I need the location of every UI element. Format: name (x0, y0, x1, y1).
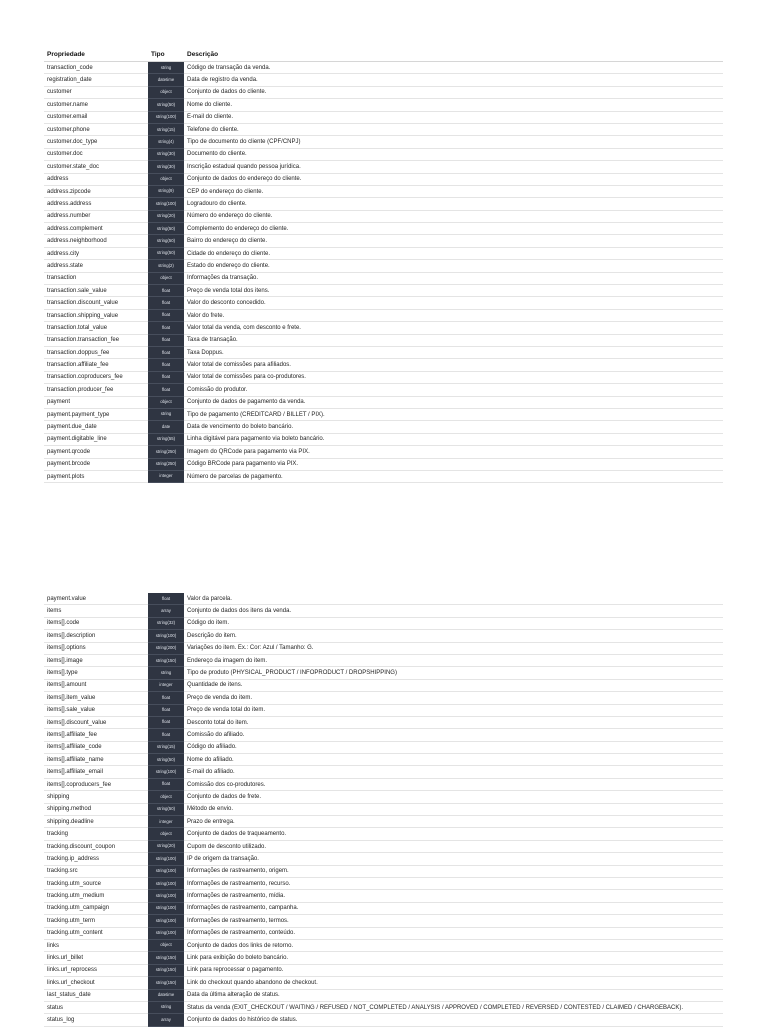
description-cell: Código do afiliado. (184, 741, 723, 753)
property-cell: tracking.discount_coupon (44, 840, 148, 852)
property-cell: items[].code (44, 617, 148, 629)
table-row (44, 148, 723, 160)
type-cell: float (148, 297, 184, 309)
table-header-row (44, 49, 723, 62)
type-cell: string(250) (148, 446, 184, 458)
property-cell: tracking (44, 828, 148, 840)
description-cell: Valor total de comissões para co-produtores. (184, 371, 723, 383)
property-cell: items[].options (44, 642, 148, 654)
description-cell: Valor do frete. (184, 309, 723, 321)
table-row (44, 989, 723, 1001)
description-cell: E-mail do afiliado. (184, 766, 723, 778)
property-cell: items[].amount (44, 679, 148, 691)
description-cell: Conjunto de dados do cliente. (184, 86, 723, 98)
type-cell: string(100) (148, 198, 184, 210)
table-row (44, 902, 723, 914)
table-row (44, 371, 723, 383)
type-cell: string(100) (148, 877, 184, 889)
property-cell: links.url_billet (44, 952, 148, 964)
description-cell: Data de registro da venda. (184, 74, 723, 86)
property-cell: tracking.src (44, 865, 148, 877)
table-row (44, 86, 723, 98)
type-cell: datetime (148, 74, 184, 86)
property-cell: address.neighborhood (44, 235, 148, 247)
description-cell: Código do item. (184, 617, 723, 629)
table-row (44, 297, 723, 309)
type-cell: string(100) (148, 630, 184, 642)
table-row (44, 272, 723, 284)
table-row (44, 593, 723, 605)
table-row (44, 865, 723, 877)
type-cell: integer (148, 679, 184, 691)
type-cell: string (148, 62, 184, 74)
table-row (44, 716, 723, 728)
type-cell: string(150) (148, 964, 184, 976)
type-cell: object (148, 86, 184, 98)
description-cell: Bairro do endereço do cliente. (184, 235, 723, 247)
table-row (44, 704, 723, 716)
description-cell: Inscrição estadual quando pessoa jurídica. (184, 161, 723, 173)
description-cell: Conjunto de dados de traqueamento. (184, 828, 723, 840)
type-cell: string(100) (148, 890, 184, 902)
property-cell: payment (44, 396, 148, 408)
table-row (44, 136, 723, 148)
description-cell: Nome do cliente. (184, 99, 723, 111)
table-row (44, 853, 723, 865)
type-cell: string (148, 1001, 184, 1013)
type-cell: string(250) (148, 458, 184, 470)
description-cell: Método de envio. (184, 803, 723, 815)
property-cell: transaction.affiliate_fee (44, 359, 148, 371)
type-cell: string(100) (148, 766, 184, 778)
table-row (44, 729, 723, 741)
table-row (44, 396, 723, 408)
property-cell: transaction.doppus_fee (44, 346, 148, 358)
property-cell: customer.email (44, 111, 148, 123)
property-cell: shipping.deadline (44, 816, 148, 828)
type-cell: string(9) (148, 185, 184, 197)
table-row (44, 939, 723, 951)
type-cell: float (148, 729, 184, 741)
description-cell: Informações de rastreamento, recurso. (184, 877, 723, 889)
table-row (44, 334, 723, 346)
description-cell: Informações da transação. (184, 272, 723, 284)
description-cell: Informações de rastreamento, mídia. (184, 890, 723, 902)
property-cell: address.zipcode (44, 185, 148, 197)
table-row (44, 791, 723, 803)
property-cell: links.url_reprocess (44, 964, 148, 976)
description-cell: Conjunto de dados dos links de retorno. (184, 939, 723, 951)
type-cell: object (148, 396, 184, 408)
property-cell: address.city (44, 247, 148, 259)
description-cell: Desconto total do item. (184, 716, 723, 728)
table-row (44, 877, 723, 889)
table-row (44, 741, 723, 753)
table-row (44, 185, 723, 197)
table-row (44, 210, 723, 222)
description-cell: Comissão dos co-produtores. (184, 778, 723, 790)
description-cell: Informações de rastreamento, origem. (184, 865, 723, 877)
type-cell: array (148, 605, 184, 617)
description-cell: Cidade do endereço do cliente. (184, 247, 723, 259)
description-cell: Link do checkout quando abandono de checkout. (184, 977, 723, 989)
type-cell: string(32) (148, 617, 184, 629)
property-cell: address.number (44, 210, 148, 222)
property-cell: tracking.utm_term (44, 915, 148, 927)
table-row (44, 223, 723, 235)
type-cell: object (148, 791, 184, 803)
type-cell: string(50) (148, 223, 184, 235)
table-row (44, 890, 723, 902)
table-row (44, 828, 723, 840)
type-cell: string(150) (148, 977, 184, 989)
description-cell: Status da venda (EXIT_CHECKOUT / WAITING / REFUSED / NOT_COMPLETED / ANALYSIS / APPROVED / COMPLETED / REVERSED / CONTESTED / CLAIMED / CHARGEBACK). (184, 1001, 723, 1013)
property-cell: tracking.ip_address (44, 853, 148, 865)
type-cell: string(15) (148, 123, 184, 135)
description-cell: Link para exibição do boleto bancário. (184, 952, 723, 964)
description-cell: Comissão do afiliado. (184, 729, 723, 741)
header-property: Propriedade (44, 49, 148, 62)
table-row (44, 346, 723, 358)
description-cell: Complemento do endereço do cliente. (184, 223, 723, 235)
description-cell: Conjunto de dados dos itens da venda. (184, 605, 723, 617)
property-cell: shipping.method (44, 803, 148, 815)
property-cell: items[].affiliate_name (44, 754, 148, 766)
property-cell: registration_date (44, 74, 148, 86)
description-cell: Prazo de entrega. (184, 816, 723, 828)
type-cell: float (148, 704, 184, 716)
table-row (44, 754, 723, 766)
type-cell: string(50) (148, 247, 184, 259)
type-cell: string(100) (148, 915, 184, 927)
table-row (44, 816, 723, 828)
property-cell: transaction.sale_value (44, 285, 148, 297)
property-cell: items[].item_value (44, 692, 148, 704)
property-cell: payment.plots (44, 470, 148, 482)
table-row (44, 692, 723, 704)
description-cell: Telefone do cliente. (184, 123, 723, 135)
property-cell: links (44, 939, 148, 951)
description-cell: Comissão do produtor. (184, 384, 723, 396)
property-cell: payment.payment_type (44, 408, 148, 420)
table-row (44, 927, 723, 939)
description-cell: Informações de rastreamento, conteúdo. (184, 927, 723, 939)
property-cell: customer.doc (44, 148, 148, 160)
type-cell: integer (148, 470, 184, 482)
property-cell: items[].type (44, 667, 148, 679)
description-cell: Conjunto de dados do endereço do cliente. (184, 173, 723, 185)
property-cell: items (44, 605, 148, 617)
table-row (44, 803, 723, 815)
property-cell: customer.doc_type (44, 136, 148, 148)
property-cell: shipping (44, 791, 148, 803)
type-cell: string(100) (148, 853, 184, 865)
property-cell: status (44, 1001, 148, 1013)
table-row (44, 123, 723, 135)
table-row (44, 111, 723, 123)
property-cell: tracking.utm_source (44, 877, 148, 889)
table-row (44, 247, 723, 259)
type-cell: string(100) (148, 902, 184, 914)
property-cell: transaction.shipping_value (44, 309, 148, 321)
description-cell: Endereço da imagem do item. (184, 654, 723, 666)
type-cell: string(15) (148, 741, 184, 753)
table-row (44, 654, 723, 666)
type-cell: datetime (148, 989, 184, 1001)
table-row (44, 964, 723, 976)
table-row (44, 915, 723, 927)
property-cell: status_log (44, 1014, 148, 1026)
description-cell: Valor do desconto concedido. (184, 297, 723, 309)
type-cell: string(200) (148, 642, 184, 654)
table-row (44, 446, 723, 458)
type-cell: string (148, 667, 184, 679)
table-row (44, 977, 723, 989)
description-cell: Logradouro do cliente. (184, 198, 723, 210)
table-row (44, 470, 723, 482)
type-cell: float (148, 285, 184, 297)
table-row (44, 285, 723, 297)
property-cell: transaction.transaction_fee (44, 334, 148, 346)
table-row (44, 173, 723, 185)
property-cell: last_status_date (44, 989, 148, 1001)
type-cell: string(20) (148, 210, 184, 222)
property-cell: items[].affiliate_code (44, 741, 148, 753)
property-cell: items[].sale_value (44, 704, 148, 716)
table-row (44, 458, 723, 470)
property-cell: address (44, 173, 148, 185)
header-description: Descrição (184, 49, 723, 62)
table-row (44, 642, 723, 654)
property-cell: tracking.utm_content (44, 927, 148, 939)
table-row (44, 198, 723, 210)
type-cell: string(150) (148, 952, 184, 964)
table-row (44, 679, 723, 691)
property-cell: tracking.utm_medium (44, 890, 148, 902)
description-cell: Taxa Doppus. (184, 346, 723, 358)
table-row (44, 408, 723, 420)
description-cell: Número do endereço do cliente. (184, 210, 723, 222)
properties-table-2-body (44, 593, 723, 1026)
type-cell: string(30) (148, 148, 184, 160)
table-row (44, 74, 723, 86)
description-cell: E-mail do cliente. (184, 111, 723, 123)
table-row (44, 260, 723, 272)
property-cell: transaction_code (44, 62, 148, 74)
type-cell: date (148, 421, 184, 433)
description-cell: Conjunto de dados de frete. (184, 791, 723, 803)
table-row (44, 605, 723, 617)
description-cell: Quantidade de itens. (184, 679, 723, 691)
description-cell: Informações de rastreamento, termos. (184, 915, 723, 927)
description-cell: Tipo de pagamento (CREDITCARD / BILLET / PIX). (184, 408, 723, 420)
table-row (44, 840, 723, 852)
type-cell: string(2) (148, 260, 184, 272)
description-cell: Cupom de desconto utilizado. (184, 840, 723, 852)
description-cell: Link para reprocessar o pagamento. (184, 964, 723, 976)
table-row (44, 322, 723, 334)
description-cell: Data da última alteração de status. (184, 989, 723, 1001)
description-cell: Preço de venda do item. (184, 692, 723, 704)
property-cell: tracking.utm_campaign (44, 902, 148, 914)
type-cell: array (148, 1014, 184, 1026)
table-row (44, 235, 723, 247)
table-row (44, 433, 723, 445)
property-cell: items[].discount_value (44, 716, 148, 728)
type-cell: float (148, 359, 184, 371)
property-cell: items[].affiliate_email (44, 766, 148, 778)
type-cell: string (148, 408, 184, 420)
property-cell: payment.due_date (44, 421, 148, 433)
type-cell: float (148, 384, 184, 396)
property-cell: links.url_checkout (44, 977, 148, 989)
property-cell: transaction.producer_fee (44, 384, 148, 396)
properties-table-2 (44, 593, 723, 1027)
property-cell: payment.value (44, 593, 148, 605)
header-type: Tipo (148, 49, 184, 62)
type-cell: float (148, 334, 184, 346)
properties-table-1-body (44, 62, 723, 483)
description-cell: CEP do endereço do cliente. (184, 185, 723, 197)
type-cell: string(50) (148, 235, 184, 247)
description-cell: Código BRCode para pagamento via PIX. (184, 458, 723, 470)
table-row (44, 1001, 723, 1013)
type-cell: float (148, 322, 184, 334)
table-row (44, 309, 723, 321)
property-cell: customer.name (44, 99, 148, 111)
description-cell: Imagem do QRCode para pagamento via PIX. (184, 446, 723, 458)
property-cell: address.complement (44, 223, 148, 235)
type-cell: float (148, 593, 184, 605)
type-cell: object (148, 828, 184, 840)
description-cell: IP de origem da transação. (184, 853, 723, 865)
property-cell: payment.qrcode (44, 446, 148, 458)
type-cell: float (148, 346, 184, 358)
description-cell: Preço de venda total do item. (184, 704, 723, 716)
table-row (44, 952, 723, 964)
property-cell: payment.brcode (44, 458, 148, 470)
table-row (44, 778, 723, 790)
description-cell: Taxa de transação. (184, 334, 723, 346)
table-row (44, 384, 723, 396)
type-cell: string(55) (148, 433, 184, 445)
type-cell: float (148, 309, 184, 321)
table-row (44, 667, 723, 679)
type-cell: string(20) (148, 840, 184, 852)
table-row (44, 1014, 723, 1026)
type-cell: string(50) (148, 754, 184, 766)
description-cell: Preço de venda total dos itens. (184, 285, 723, 297)
description-cell: Documento do cliente. (184, 148, 723, 160)
type-cell: float (148, 371, 184, 383)
property-cell: customer (44, 86, 148, 98)
table-row (44, 62, 723, 74)
description-cell: Data de vencimento do boleto bancário. (184, 421, 723, 433)
property-cell: items[].description (44, 630, 148, 642)
property-cell: address.address (44, 198, 148, 210)
properties-table-1 (44, 49, 723, 483)
description-cell: Valor da parcela. (184, 593, 723, 605)
description-cell: Descrição do item. (184, 630, 723, 642)
description-cell: Conjunto de dados de pagamento da venda. (184, 396, 723, 408)
description-cell: Nome do afiliado. (184, 754, 723, 766)
property-cell: transaction.total_value (44, 322, 148, 334)
type-cell: string(50) (148, 803, 184, 815)
description-cell: Variações do item. Ex.: Cor: Azul / Tamanho: G. (184, 642, 723, 654)
table-row (44, 99, 723, 111)
description-cell: Tipo de produto (PHYSICAL_PRODUCT / INFOPRODUCT / DROPSHIPPING) (184, 667, 723, 679)
type-cell: string(4) (148, 136, 184, 148)
property-cell: customer.phone (44, 123, 148, 135)
description-cell: Informações de rastreamento, campanha. (184, 902, 723, 914)
type-cell: object (148, 939, 184, 951)
type-cell: string(30) (148, 161, 184, 173)
type-cell: string(100) (148, 865, 184, 877)
type-cell: string(100) (148, 111, 184, 123)
property-cell: items[].affiliate_fee (44, 729, 148, 741)
property-cell: transaction.coproducers_fee (44, 371, 148, 383)
table-row (44, 421, 723, 433)
table-row (44, 630, 723, 642)
description-cell: Número de parcelas de pagamento. (184, 470, 723, 482)
description-cell: Linha digitável para pagamento via boleto bancário. (184, 433, 723, 445)
description-cell: Conjunto de dados do histórico de status. (184, 1014, 723, 1026)
table-row (44, 766, 723, 778)
type-cell: object (148, 173, 184, 185)
property-cell: items[].coproducers_fee (44, 778, 148, 790)
table-row (44, 161, 723, 173)
description-cell: Estado do endereço do cliente. (184, 260, 723, 272)
type-cell: string(150) (148, 654, 184, 666)
type-cell: object (148, 272, 184, 284)
type-cell: string(50) (148, 99, 184, 111)
type-cell: string(100) (148, 927, 184, 939)
description-cell: Valor total da venda, com desconto e frete. (184, 322, 723, 334)
description-cell: Código de transação da venda. (184, 62, 723, 74)
type-cell: float (148, 692, 184, 704)
description-cell: Valor total de comissões para afiliados. (184, 359, 723, 371)
property-cell: address.state (44, 260, 148, 272)
table-row (44, 359, 723, 371)
property-cell: transaction.discount_value (44, 297, 148, 309)
property-cell: items[].image (44, 654, 148, 666)
type-cell: float (148, 778, 184, 790)
property-cell: payment.digitable_line (44, 433, 148, 445)
property-cell: transaction (44, 272, 148, 284)
type-cell: integer (148, 816, 184, 828)
table-row (44, 617, 723, 629)
property-cell: customer.state_doc (44, 161, 148, 173)
type-cell: float (148, 716, 184, 728)
description-cell: Tipo de documento do cliente (CPF/CNPJ) (184, 136, 723, 148)
